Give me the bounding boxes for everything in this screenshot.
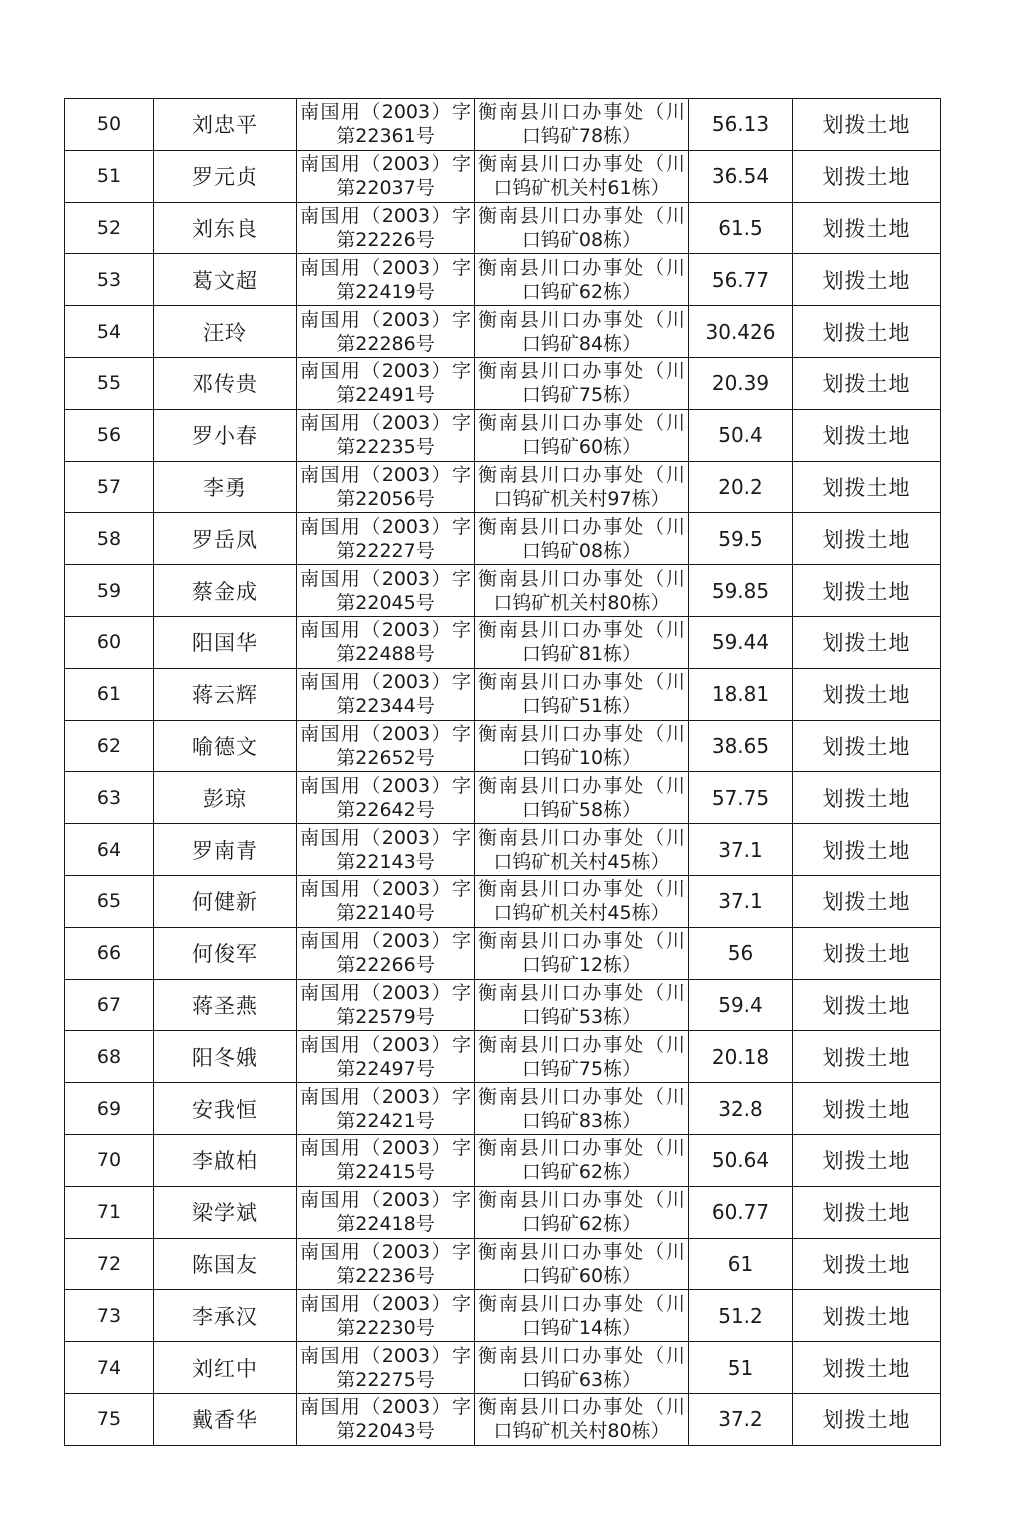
row-number: 53 bbox=[65, 254, 154, 306]
table-row bbox=[65, 1393, 941, 1445]
certificate-line-1: 南国用（2003）字 bbox=[300, 1189, 471, 1212]
land-use-type: 划拨土地 bbox=[793, 1186, 941, 1238]
certificate-line-1: 南国用（2003）字 bbox=[300, 1344, 471, 1367]
location-line-1: 衡南县川口办事处（川 bbox=[478, 878, 685, 901]
land-area: 36.54 bbox=[689, 150, 793, 202]
location-line-2: 口钨矿81栋） bbox=[521, 643, 642, 666]
land-use-type: 划拨土地 bbox=[793, 565, 941, 617]
land-area: 20.2 bbox=[689, 461, 793, 513]
table-row bbox=[65, 668, 941, 720]
row-number: 72 bbox=[65, 1238, 154, 1290]
row-number: 59 bbox=[65, 565, 154, 617]
land-area: 56.77 bbox=[689, 254, 793, 306]
location-line-2: 口钨矿机关村80栋） bbox=[493, 591, 670, 614]
certificate-line-2: 第22140号 bbox=[336, 902, 435, 925]
location-line-1: 衡南县川口办事处（川 bbox=[478, 1344, 685, 1367]
owner-name: 邓传贵 bbox=[154, 357, 297, 409]
land-area: 18.81 bbox=[689, 668, 793, 720]
certificate-number bbox=[297, 254, 475, 306]
land-area: 59.85 bbox=[689, 565, 793, 617]
certificate-number bbox=[297, 616, 475, 668]
row-number: 68 bbox=[65, 1031, 154, 1083]
location-line-1: 衡南县川口办事处（川 bbox=[478, 930, 685, 953]
owner-name: 罗岳凤 bbox=[154, 513, 297, 565]
land-location bbox=[475, 1186, 689, 1238]
certificate-line-2: 第22275号 bbox=[336, 1368, 435, 1391]
certificate-line-1: 南国用（2003）字 bbox=[300, 826, 471, 849]
land-area: 61.5 bbox=[689, 202, 793, 254]
certificate-line-1: 南国用（2003）字 bbox=[300, 774, 471, 797]
certificate-line-1: 南国用（2003）字 bbox=[300, 878, 471, 901]
certificate-number bbox=[297, 565, 475, 617]
row-number: 50 bbox=[65, 99, 154, 151]
land-location bbox=[475, 1238, 689, 1290]
location-line-1: 衡南县川口办事处（川 bbox=[478, 1189, 685, 1212]
land-location bbox=[475, 202, 689, 254]
row-number: 55 bbox=[65, 357, 154, 409]
certificate-number bbox=[297, 927, 475, 979]
table-row bbox=[65, 99, 941, 151]
land-use-type: 划拨土地 bbox=[793, 1083, 941, 1135]
land-use-type: 划拨土地 bbox=[793, 927, 941, 979]
certificate-line-1: 南国用（2003）字 bbox=[300, 101, 471, 124]
land-use-type: 划拨土地 bbox=[793, 254, 941, 306]
land-use-type: 划拨土地 bbox=[793, 461, 941, 513]
table-row bbox=[65, 772, 941, 824]
land-location bbox=[475, 150, 689, 202]
location-line-2: 口钨矿62栋） bbox=[521, 1213, 642, 1236]
certificate-line-1: 南国用（2003）字 bbox=[300, 1137, 471, 1160]
row-number: 73 bbox=[65, 1290, 154, 1342]
owner-name: 阳国华 bbox=[154, 616, 297, 668]
land-location bbox=[475, 461, 689, 513]
location-line-1: 衡南县川口办事处（川 bbox=[478, 360, 685, 383]
table-row bbox=[65, 1083, 941, 1135]
location-line-1: 衡南县川口办事处（川 bbox=[478, 308, 685, 331]
certificate-line-1: 南国用（2003）字 bbox=[300, 153, 471, 176]
location-line-1: 衡南县川口办事处（川 bbox=[478, 204, 685, 227]
land-use-type: 划拨土地 bbox=[793, 513, 941, 565]
location-line-1: 衡南县川口办事处（川 bbox=[478, 722, 685, 745]
location-line-2: 口钨矿10栋） bbox=[521, 746, 642, 769]
location-line-2: 口钨矿08栋） bbox=[521, 539, 642, 562]
row-number: 75 bbox=[65, 1393, 154, 1445]
owner-name: 戴香华 bbox=[154, 1393, 297, 1445]
land-area: 37.1 bbox=[689, 875, 793, 927]
row-number: 70 bbox=[65, 1134, 154, 1186]
certificate-line-1: 南国用（2003）字 bbox=[300, 722, 471, 745]
row-number: 61 bbox=[65, 668, 154, 720]
owner-name: 罗南青 bbox=[154, 824, 297, 876]
land-area: 38.65 bbox=[689, 720, 793, 772]
row-number: 51 bbox=[65, 150, 154, 202]
certificate-line-2: 第22227号 bbox=[336, 539, 435, 562]
row-number: 62 bbox=[65, 720, 154, 772]
location-line-1: 衡南县川口办事处（川 bbox=[478, 1396, 685, 1419]
location-line-1: 衡南县川口办事处（川 bbox=[478, 1137, 685, 1160]
table-row bbox=[65, 254, 941, 306]
location-line-1: 衡南县川口办事处（川 bbox=[478, 101, 685, 124]
table-row bbox=[65, 1134, 941, 1186]
land-location bbox=[475, 513, 689, 565]
location-line-2: 口钨矿83栋） bbox=[521, 1109, 642, 1132]
land-use-type: 划拨土地 bbox=[793, 409, 941, 461]
certificate-line-1: 南国用（2003）字 bbox=[300, 981, 471, 1004]
land-use-type: 划拨土地 bbox=[793, 202, 941, 254]
location-line-1: 衡南县川口办事处（川 bbox=[478, 412, 685, 435]
certificate-number bbox=[297, 461, 475, 513]
table-row bbox=[65, 979, 941, 1031]
certificate-line-1: 南国用（2003）字 bbox=[300, 1033, 471, 1056]
owner-name: 喻德文 bbox=[154, 720, 297, 772]
land-area: 56.13 bbox=[689, 99, 793, 151]
land-use-type: 划拨土地 bbox=[793, 99, 941, 151]
location-line-2: 口钨矿58栋） bbox=[521, 798, 642, 821]
location-line-2: 口钨矿08栋） bbox=[521, 228, 642, 251]
table-row bbox=[65, 513, 941, 565]
location-line-2: 口钨矿12栋） bbox=[521, 954, 642, 977]
owner-name: 刘忠平 bbox=[154, 99, 297, 151]
table-row bbox=[65, 1290, 941, 1342]
table-row bbox=[65, 357, 941, 409]
certificate-line-2: 第22642号 bbox=[336, 798, 435, 821]
land-area: 59.5 bbox=[689, 513, 793, 565]
land-use-type: 划拨土地 bbox=[793, 1342, 941, 1394]
certificate-line-2: 第22419号 bbox=[336, 280, 435, 303]
location-line-2: 口钨矿75栋） bbox=[521, 384, 642, 407]
table-row bbox=[65, 875, 941, 927]
land-area: 51.2 bbox=[689, 1290, 793, 1342]
location-line-2: 口钨矿63栋） bbox=[521, 1368, 642, 1391]
owner-name: 葛文超 bbox=[154, 254, 297, 306]
certificate-number bbox=[297, 979, 475, 1031]
certificate-line-2: 第22230号 bbox=[336, 1316, 435, 1339]
land-area: 50.4 bbox=[689, 409, 793, 461]
certificate-line-2: 第22043号 bbox=[336, 1420, 435, 1443]
location-line-1: 衡南县川口办事处（川 bbox=[478, 1292, 685, 1315]
land-use-type: 划拨土地 bbox=[793, 1031, 941, 1083]
land-area: 20.18 bbox=[689, 1031, 793, 1083]
land-location bbox=[475, 254, 689, 306]
table-row bbox=[65, 1238, 941, 1290]
certificate-line-1: 南国用（2003）字 bbox=[300, 1240, 471, 1263]
certificate-number bbox=[297, 202, 475, 254]
certificate-line-1: 南国用（2003）字 bbox=[300, 1292, 471, 1315]
certificate-number bbox=[297, 668, 475, 720]
table-body bbox=[65, 99, 941, 1446]
certificate-line-1: 南国用（2003）字 bbox=[300, 671, 471, 694]
location-line-2: 口钨矿机关村97栋） bbox=[493, 487, 670, 510]
land-use-type: 划拨土地 bbox=[793, 772, 941, 824]
location-line-1: 衡南县川口办事处（川 bbox=[478, 1085, 685, 1108]
land-certificate-table bbox=[64, 98, 941, 1446]
owner-name: 蔡金成 bbox=[154, 565, 297, 617]
row-number: 74 bbox=[65, 1342, 154, 1394]
land-area: 20.39 bbox=[689, 357, 793, 409]
land-location bbox=[475, 1342, 689, 1394]
location-line-1: 衡南县川口办事处（川 bbox=[478, 826, 685, 849]
table-row bbox=[65, 824, 941, 876]
land-location bbox=[475, 824, 689, 876]
owner-name: 何健新 bbox=[154, 875, 297, 927]
row-number: 64 bbox=[65, 824, 154, 876]
certificate-line-1: 南国用（2003）字 bbox=[300, 463, 471, 486]
row-number: 66 bbox=[65, 927, 154, 979]
table-row bbox=[65, 1342, 941, 1394]
certificate-line-2: 第22045号 bbox=[336, 591, 435, 614]
location-line-2: 口钨矿机关村61栋） bbox=[493, 177, 670, 200]
land-area: 50.64 bbox=[689, 1134, 793, 1186]
table-row bbox=[65, 565, 941, 617]
table-row bbox=[65, 927, 941, 979]
land-location bbox=[475, 1393, 689, 1445]
table-row bbox=[65, 1186, 941, 1238]
land-area: 59.44 bbox=[689, 616, 793, 668]
land-use-type: 划拨土地 bbox=[793, 720, 941, 772]
certificate-line-2: 第22235号 bbox=[336, 436, 435, 459]
land-location bbox=[475, 875, 689, 927]
location-line-2: 口钨矿机关村45栋） bbox=[493, 850, 670, 873]
land-location bbox=[475, 357, 689, 409]
location-line-2: 口钨矿60栋） bbox=[521, 436, 642, 459]
land-location bbox=[475, 409, 689, 461]
location-line-1: 衡南县川口办事处（川 bbox=[478, 515, 685, 538]
location-line-2: 口钨矿62栋） bbox=[521, 1161, 642, 1184]
location-line-2: 口钨矿84栋） bbox=[521, 332, 642, 355]
location-line-2: 口钨矿14栋） bbox=[521, 1316, 642, 1339]
table-row bbox=[65, 616, 941, 668]
certificate-line-2: 第22497号 bbox=[336, 1057, 435, 1080]
certificate-line-2: 第22361号 bbox=[336, 125, 435, 148]
land-area: 59.4 bbox=[689, 979, 793, 1031]
row-number: 65 bbox=[65, 875, 154, 927]
owner-name: 安我恒 bbox=[154, 1083, 297, 1135]
certificate-line-2: 第22491号 bbox=[336, 384, 435, 407]
certificate-number bbox=[297, 1031, 475, 1083]
certificate-number bbox=[297, 1290, 475, 1342]
location-line-1: 衡南县川口办事处（川 bbox=[478, 1240, 685, 1263]
certificate-line-1: 南国用（2003）字 bbox=[300, 412, 471, 435]
land-location bbox=[475, 1083, 689, 1135]
land-location bbox=[475, 1134, 689, 1186]
certificate-line-2: 第22286号 bbox=[336, 332, 435, 355]
certificate-number bbox=[297, 824, 475, 876]
land-location bbox=[475, 1290, 689, 1342]
land-use-type: 划拨土地 bbox=[793, 357, 941, 409]
owner-name: 刘东良 bbox=[154, 202, 297, 254]
location-line-1: 衡南县川口办事处（川 bbox=[478, 981, 685, 1004]
row-number: 58 bbox=[65, 513, 154, 565]
row-number: 71 bbox=[65, 1186, 154, 1238]
certificate-number bbox=[297, 1134, 475, 1186]
certificate-line-1: 南国用（2003）字 bbox=[300, 619, 471, 642]
owner-name: 彭琼 bbox=[154, 772, 297, 824]
certificate-line-1: 南国用（2003）字 bbox=[300, 1085, 471, 1108]
owner-name: 罗小春 bbox=[154, 409, 297, 461]
location-line-2: 口钨矿机关村45栋） bbox=[493, 902, 670, 925]
land-use-type: 划拨土地 bbox=[793, 1393, 941, 1445]
certificate-number bbox=[297, 1186, 475, 1238]
land-location bbox=[475, 668, 689, 720]
land-location bbox=[475, 306, 689, 358]
certificate-number bbox=[297, 513, 475, 565]
certificate-line-2: 第22236号 bbox=[336, 1264, 435, 1287]
land-area: 60.77 bbox=[689, 1186, 793, 1238]
owner-name: 李承汉 bbox=[154, 1290, 297, 1342]
location-line-2: 口钨矿60栋） bbox=[521, 1264, 642, 1287]
certificate-number bbox=[297, 357, 475, 409]
row-number: 60 bbox=[65, 616, 154, 668]
row-number: 57 bbox=[65, 461, 154, 513]
certificate-number bbox=[297, 1342, 475, 1394]
certificate-number bbox=[297, 99, 475, 151]
certificate-line-2: 第22488号 bbox=[336, 643, 435, 666]
certificate-number bbox=[297, 772, 475, 824]
land-location bbox=[475, 772, 689, 824]
table-row bbox=[65, 150, 941, 202]
land-area: 30.426 bbox=[689, 306, 793, 358]
land-use-type: 划拨土地 bbox=[793, 1238, 941, 1290]
location-line-2: 口钨矿51栋） bbox=[521, 695, 642, 718]
certificate-line-2: 第22418号 bbox=[336, 1213, 435, 1236]
row-number: 56 bbox=[65, 409, 154, 461]
land-use-type: 划拨土地 bbox=[793, 979, 941, 1031]
location-line-2: 口钨矿机关村80栋） bbox=[493, 1420, 670, 1443]
owner-name: 李勇 bbox=[154, 461, 297, 513]
certificate-line-2: 第22266号 bbox=[336, 954, 435, 977]
certificate-line-2: 第22421号 bbox=[336, 1109, 435, 1132]
location-line-1: 衡南县川口办事处（川 bbox=[478, 671, 685, 694]
owner-name: 罗元贞 bbox=[154, 150, 297, 202]
table-row bbox=[65, 461, 941, 513]
table-row bbox=[65, 409, 941, 461]
certificate-number bbox=[297, 409, 475, 461]
owner-name: 蒋圣燕 bbox=[154, 979, 297, 1031]
certificate-number bbox=[297, 875, 475, 927]
certificate-line-1: 南国用（2003）字 bbox=[300, 308, 471, 331]
certificate-number bbox=[297, 1238, 475, 1290]
land-use-type: 划拨土地 bbox=[793, 668, 941, 720]
certificate-line-2: 第22344号 bbox=[336, 695, 435, 718]
certificate-line-2: 第22415号 bbox=[336, 1161, 435, 1184]
location-line-1: 衡南县川口办事处（川 bbox=[478, 774, 685, 797]
certificate-line-1: 南国用（2003）字 bbox=[300, 1396, 471, 1419]
certificate-line-2: 第22226号 bbox=[336, 228, 435, 251]
owner-name: 蒋云辉 bbox=[154, 668, 297, 720]
certificate-line-2: 第22579号 bbox=[336, 1005, 435, 1028]
certificate-line-1: 南国用（2003）字 bbox=[300, 256, 471, 279]
certificate-line-2: 第22652号 bbox=[336, 746, 435, 769]
land-area: 61 bbox=[689, 1238, 793, 1290]
owner-name: 刘红中 bbox=[154, 1342, 297, 1394]
land-use-type: 划拨土地 bbox=[793, 1134, 941, 1186]
certificate-line-1: 南国用（2003）字 bbox=[300, 515, 471, 538]
table-row bbox=[65, 306, 941, 358]
certificate-number bbox=[297, 1393, 475, 1445]
row-number: 67 bbox=[65, 979, 154, 1031]
location-line-2: 口钨矿53栋） bbox=[521, 1005, 642, 1028]
land-location bbox=[475, 1031, 689, 1083]
table-row bbox=[65, 1031, 941, 1083]
location-line-1: 衡南县川口办事处（川 bbox=[478, 1033, 685, 1056]
land-use-type: 划拨土地 bbox=[793, 875, 941, 927]
owner-name: 陈国友 bbox=[154, 1238, 297, 1290]
land-area: 51 bbox=[689, 1342, 793, 1394]
location-line-2: 口钨矿62栋） bbox=[521, 280, 642, 303]
row-number: 63 bbox=[65, 772, 154, 824]
row-number: 69 bbox=[65, 1083, 154, 1135]
certificate-line-1: 南国用（2003）字 bbox=[300, 204, 471, 227]
land-area: 37.2 bbox=[689, 1393, 793, 1445]
location-line-1: 衡南县川口办事处（川 bbox=[478, 153, 685, 176]
owner-name: 汪玲 bbox=[154, 306, 297, 358]
owner-name: 何俊军 bbox=[154, 927, 297, 979]
land-location bbox=[475, 720, 689, 772]
land-area: 37.1 bbox=[689, 824, 793, 876]
certificate-line-1: 南国用（2003）字 bbox=[300, 930, 471, 953]
land-area: 32.8 bbox=[689, 1083, 793, 1135]
owner-name: 李啟柏 bbox=[154, 1134, 297, 1186]
certificate-number bbox=[297, 1083, 475, 1135]
land-use-type: 划拨土地 bbox=[793, 150, 941, 202]
certificate-line-2: 第22056号 bbox=[336, 487, 435, 510]
certificate-line-2: 第22143号 bbox=[336, 850, 435, 873]
certificate-line-2: 第22037号 bbox=[336, 177, 435, 200]
land-use-type: 划拨土地 bbox=[793, 616, 941, 668]
land-use-type: 划拨土地 bbox=[793, 824, 941, 876]
table-row bbox=[65, 202, 941, 254]
land-area: 56 bbox=[689, 927, 793, 979]
land-location bbox=[475, 979, 689, 1031]
row-number: 52 bbox=[65, 202, 154, 254]
certificate-number bbox=[297, 150, 475, 202]
table-row bbox=[65, 720, 941, 772]
land-location bbox=[475, 99, 689, 151]
row-number: 54 bbox=[65, 306, 154, 358]
location-line-1: 衡南县川口办事处（川 bbox=[478, 619, 685, 642]
certificate-line-1: 南国用（2003）字 bbox=[300, 567, 471, 590]
land-use-type: 划拨土地 bbox=[793, 306, 941, 358]
location-line-2: 口钨矿78栋） bbox=[521, 125, 642, 148]
owner-name: 梁学斌 bbox=[154, 1186, 297, 1238]
land-area: 57.75 bbox=[689, 772, 793, 824]
certificate-number bbox=[297, 720, 475, 772]
land-location bbox=[475, 927, 689, 979]
location-line-1: 衡南县川口办事处（川 bbox=[478, 463, 685, 486]
certificate-number bbox=[297, 306, 475, 358]
land-location bbox=[475, 616, 689, 668]
land-location bbox=[475, 565, 689, 617]
location-line-1: 衡南县川口办事处（川 bbox=[478, 256, 685, 279]
certificate-line-1: 南国用（2003）字 bbox=[300, 360, 471, 383]
owner-name: 阳冬娥 bbox=[154, 1031, 297, 1083]
location-line-1: 衡南县川口办事处（川 bbox=[478, 567, 685, 590]
land-use-type: 划拨土地 bbox=[793, 1290, 941, 1342]
location-line-2: 口钨矿75栋） bbox=[521, 1057, 642, 1080]
